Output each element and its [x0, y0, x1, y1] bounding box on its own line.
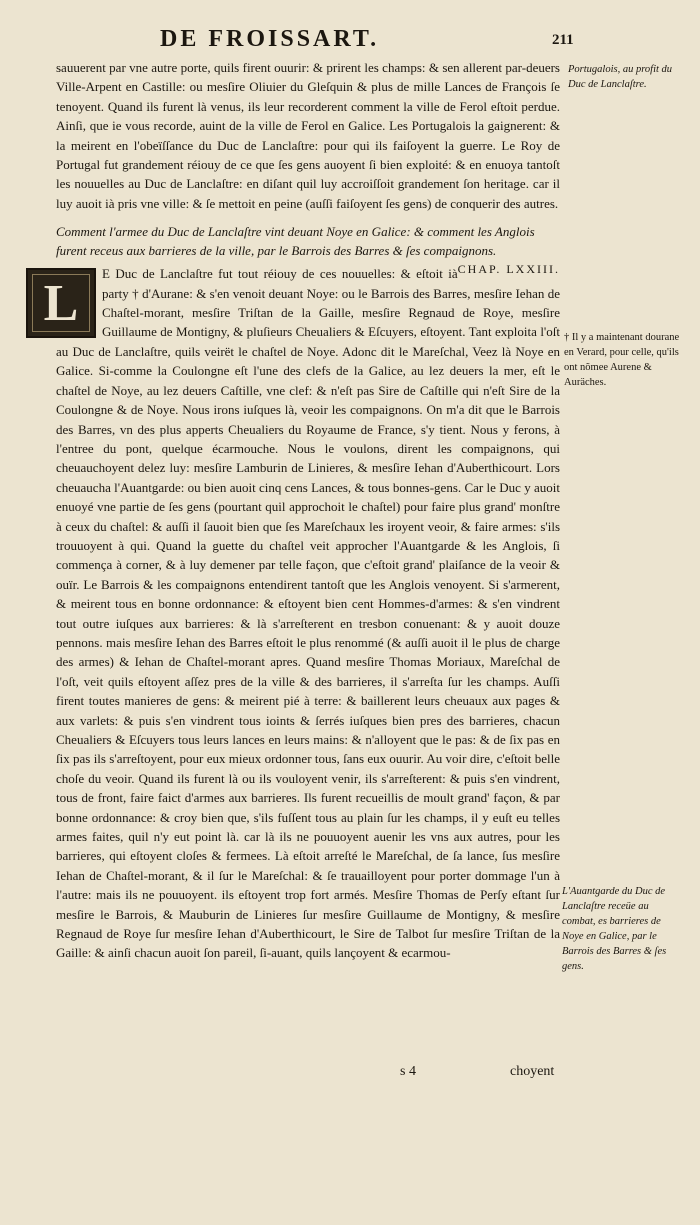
paragraph-1: sauuerent par vne autre porte, quils firent ouurir: & prirent les champs: & sen allerent par-deuers Ville-Arpent en Castille: ou mesſire Oliuier du Gleſquin & plus de mille Lances de François ſe tenoyent. Quand ils furent là venus, ils leur recorderent comment la ville de Ferol eſtoit perdue. Ainſi, que ie vous recorde, auint de la ville de Ferol en Galice. Les Portugalois la gaignerent: & la meirent en l'obeïſſance du Duc de Lanclaſtre: pour qui ils faiſoyent la guerre. Le Roy de Portugal fut grandement réiouy de ce que ſes gens auoyent ſi bien exploité: & en enuoya tantoſt les nouuelles au Duc de Lanclaſtre: en diſant quil luy accroiſſoit grandement ſon heritage. car il luy auoit ià pris vne ville: & ſe mettoit en peine (auſſi faiſoyent ſes gens) de conquerir des autres.	[56, 60, 560, 211]
chapter-title: Comment l'armee du Duc de Lanclaſtre vint deuant Noye en Galice: & comment les Anglois furent receus aux barrieres de la ville, par le Barrois des Barres & ſes compaignons.	[56, 224, 535, 259]
chapter-heading	[56, 222, 560, 277]
main-text-column	[43, 58, 560, 963]
catchword: choyent	[510, 1064, 555, 1079]
paragraph-2-text: E Duc de Lanclaſtre fut tout réiouy de ces nouuelles: & eſtoit ià party † d'Aurane: & s'en venoit deuant Noye: ou le Barrois des Barres, mesſire Iehan de Chaſtel-morant, mesſire Triſtan de la Gaille, mesſire Regnaud de Roye, mesſire Guillaume de Montigny, & pluſieurs Cheualiers & Eſcuyers, eſtoyent. Tant exploita l'oſt au Duc de Lanclaſtre, quils veirët le chaſtel de Noye. Adonc dit le Mareſchal, Veez là Noye en Galice. Si-comme la Coulongne eſt l'une des clefs de la Galice, au lez deuers la mer, eſt le chaſtel de Noye, au lez deuers Caſtille, vne clef: & n'eſt pas Sire de Caſtille qui n'eſt Sire de la Coulongne & de Noye. Nous irons iuſques là, veoir les compaignons. On m'a dit que le Barrois des Barres, vn des plus apperts Cheualiers du Royaume de France, s'y tient. Nous y ferons, à l'entree du pont, quelque écarmouche. Nous le voulons, dirent les compaignons, qui cheuauchoyent delez luy: mesſire Lamburin de Linieres, & mesſire Iehan d'Auberthicourt. Lors cheuaucha l'Auantgarde: ou bien auoit cinq cens Lances, & tous bonnes-gens. Car le Duc y auoit enuoyé vne partie de ſes gens (pourtant quil approchoit le chaſtel) pour faire plus grand' monſtre à ceux du chaſtel: & auſſi il ſauoit bien que ſes Mareſchaux les iroyent veoir, & faire armes: s'ils trouuoyent à qui. Quand la guette du chaſtel veit approcher l'Auantgarde & les Anglois, ſi commença à corner, & à luy demener par telle façon, que c'eſtoit grand' plaiſance de la veoir & ouïr. Le Barrois & les compaignons entendirent tantoſt que les Anglois venoyent. Si s'armerent, & meirent tous en bonne ordonnance: & eſtoyent bien cent Hommes-d'armes: & s'en vindrent tout outre iuſques aux barrieres: & là s'arreſterent en tresbon conuenant: & y auoit douze pennons. mais mesſire Iehan des Barres eſtoit le plus renommé (& auſſi auoit il le plus de charge des armes) & Iehan de Chaſtel-morant apres. Quand mesſire Thomas Moriaux, Mareſchal de l'oſt, veit quils eſtoyent aſſez pres de la ville & des barrieres, il s'arreſta ſur les champs. Auſſi firent toutes manieres de gens: & meirent pié à terre: & baillerent leurs cheuaux aux pages & aux varlets: & puis s'en vindrent tous ioints & ſerrés iuſques bien pres des barrieres, chacun Cheualiers & Eſcuyers tous leurs lances en leurs mains: & n'alloyent que le pas: & de ſix pas en ſix pas ils s'arreſtoyent, pour eux mieux ordonner tous, ſans eux ouurir. Au voir dire, c'eſtoit belle choſe du veoir. Quand ils furent là ou ils vouloyent venir, ils s'arreſterent: & puis s'en vindrent, tous de front, faire faict d'armes aux barrieres. Ils furent recueillis de moult grand' façon, & par bonne ordonnance: & croy bien que, s'ils fuſſent tous au plain ſur les champs, il y euſt eu telles armes faites, quil n'y eut point là. car là ils ne pouuoyent auenir les vns aux autres, pour les barrieres, qui eſtoyent cloſes & fermees. Là eſtoit arreſté le Mareſchal, de ſa lance, ſus mesſire Iehan de Chaſtel-morant, & il ſur le Mareſchal: & ſe trauailloyent pour porter dommage l'un à l'autre: mais ils ne pouuoyent. ils eſtoyent trop fort armés. Mesſire Thomas de Perſy eſtant ſur mesſire le Barrois, & Mauburin de Linieres ſur mesſire Guillaume de Montigny, & mesſire Regnaud de Roye ſur mesſire Iehan d'Auberthicourt, le Sire de Talbot ſur mesſire Triſtan de la Gaille: & ainſi chacun auoit ſon pareil, ſi-auant, quils lançoyent & ecarmou-	[56, 266, 560, 961]
signature-mark: s 4	[400, 1064, 416, 1079]
running-title: DE FROISSART.	[160, 26, 380, 52]
paragraph-2	[43, 264, 560, 963]
margin-note-3: L'Auantgarde du Duc de Lanclaſtre receüe au combat, es barrieres de Noye en Galice, par le Barrois des Barres & ſes gens.	[562, 886, 667, 972]
page-number: 211	[552, 32, 574, 48]
margin-note-1: Portugalois, au profit du Duc de Lanclaſtre.	[568, 64, 673, 90]
margin-note-2: † Il y a maintenant dourane en Verard, pour celle, qu'ils ont nõmee Aurene & Auräches.	[564, 332, 680, 388]
decorated-initial: L	[26, 268, 96, 338]
chapter-number: CHAP. LXXIII.	[457, 262, 560, 277]
